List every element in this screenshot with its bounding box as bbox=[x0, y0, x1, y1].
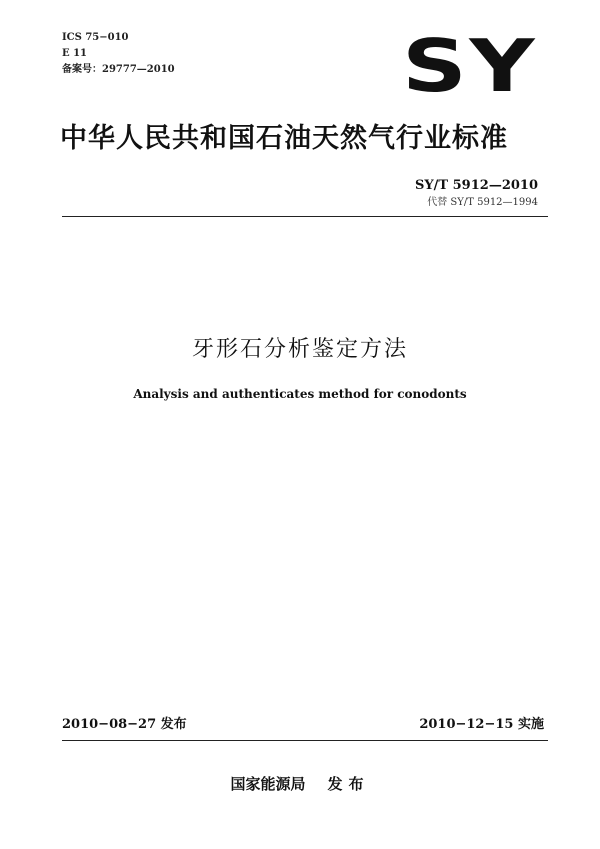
bottom-divider bbox=[62, 740, 548, 741]
record-number: 备案号：29777—2010 bbox=[62, 64, 175, 75]
classification-block bbox=[62, 30, 175, 78]
implementation-date: 2010−12−15 实施 bbox=[419, 717, 544, 732]
publisher-action: 发布 bbox=[327, 775, 370, 793]
standard-number: SY/T 5912—2010 bbox=[415, 178, 538, 193]
document-title-chinese: 牙形石分析鉴定方法 bbox=[191, 337, 408, 362]
org-title: 中华人民共和国石油天然气行业标准 bbox=[60, 123, 508, 154]
sy-logo: SY bbox=[402, 24, 537, 108]
ics-code: ICS 75−010 bbox=[62, 32, 129, 43]
top-divider bbox=[62, 216, 548, 217]
document-title-english: Analysis and authenticates method for conodonts bbox=[133, 387, 467, 401]
issue-date: 2010−08−27 发布 bbox=[62, 717, 187, 732]
publisher-name: 国家能源局 bbox=[230, 775, 306, 793]
publisher-line bbox=[0, 774, 600, 794]
replaces-standard: 代替 SY/T 5912—1994 bbox=[427, 197, 538, 208]
class-code: E 11 bbox=[62, 48, 88, 59]
